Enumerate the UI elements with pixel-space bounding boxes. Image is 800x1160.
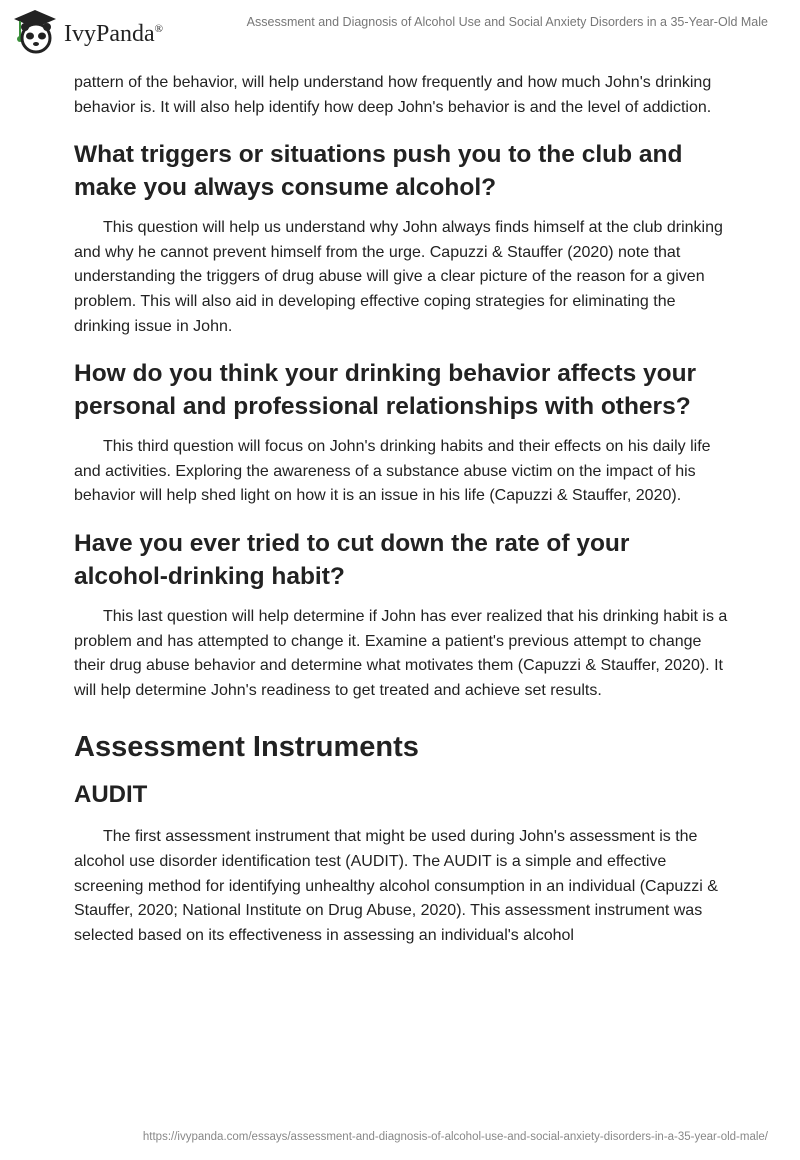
audit-paragraph: The first assessment instrument that might be used during John's assessment is the alcohol use disorder identification test (AUDIT). The AUDIT is a simple and effective screening method for identifying unhealthy alcohol consumption in an individual (Capuzzi & Stauffer, 2020; National Institute on Drug Abuse, 2020). This assessment instrument was selected based on its effectiveness in assessing an individual's alcohol: [74, 828, 718, 944]
section-paragraph: This last question will help determine if John has ever realized that his drinking habit is a problem and has attempted to change it. Examine a patient's previous attempt to change their drug abuse behavior and determine what motivates them (Capuzzi & Stauffer, 2020). It will help determine John's readiness to get treated and achieve set results.: [74, 607, 728, 699]
sub-heading: AUDIT: [74, 781, 148, 809]
section-paragraph: This question will help us understand why John always finds himself at the club drinking and why he cannot prevent himself from the urge. Capuzzi & Stauffer (2020) note that understanding the triggers of drug abuse will give a clear picture of the reason for a given problem. This will also aid in developing effective coping strategies for eliminating the drinking issue in John.: [74, 219, 723, 335]
logo-name: IvyPanda: [64, 20, 155, 47]
panda-graduate-icon: [12, 8, 58, 54]
page-header: [0, 0, 800, 60]
document-title: Assessment and Diagnosis of Alcohol Use and Social Anxiety Disorders in a 35-Year-Old Male: [246, 15, 768, 29]
source-url[interactable]: https://ivypanda.com/essays/assessment-and-diagnosis-of-alcohol-use-and-social-anxiety-disorders-in-a-35-year-old-male/: [142, 1131, 768, 1143]
ivypanda-logo[interactable]: [12, 8, 163, 54]
intro-paragraph: pattern of the behavior, will help understand how frequently and how much John's drinking behavior is. It will also help identify how deep John's behavior is and the level of addiction.: [74, 74, 712, 116]
logo-text: [64, 21, 163, 48]
main-heading: Assessment Instruments: [74, 731, 419, 764]
section-paragraph: This third question will focus on John's drinking habits and their effects on his daily life and activities. Exploring the awareness of a substance abuse victim on the impact of his behavior will help shed light on how it is an issue in his life (Capuzzi & Stauffer, 2020).: [74, 438, 711, 505]
essay-content: [74, 71, 730, 958]
registered-mark: ®: [154, 22, 164, 35]
section-heading: How do you think your drinking behavior affects your personal and professional relationships with others?: [74, 360, 697, 421]
section-heading: Have you ever tried to cut down the rate of your alcohol-drinking habit?: [74, 529, 630, 590]
section-heading: What triggers or situations push you to the club and make you always consume alcohol?: [74, 141, 683, 202]
